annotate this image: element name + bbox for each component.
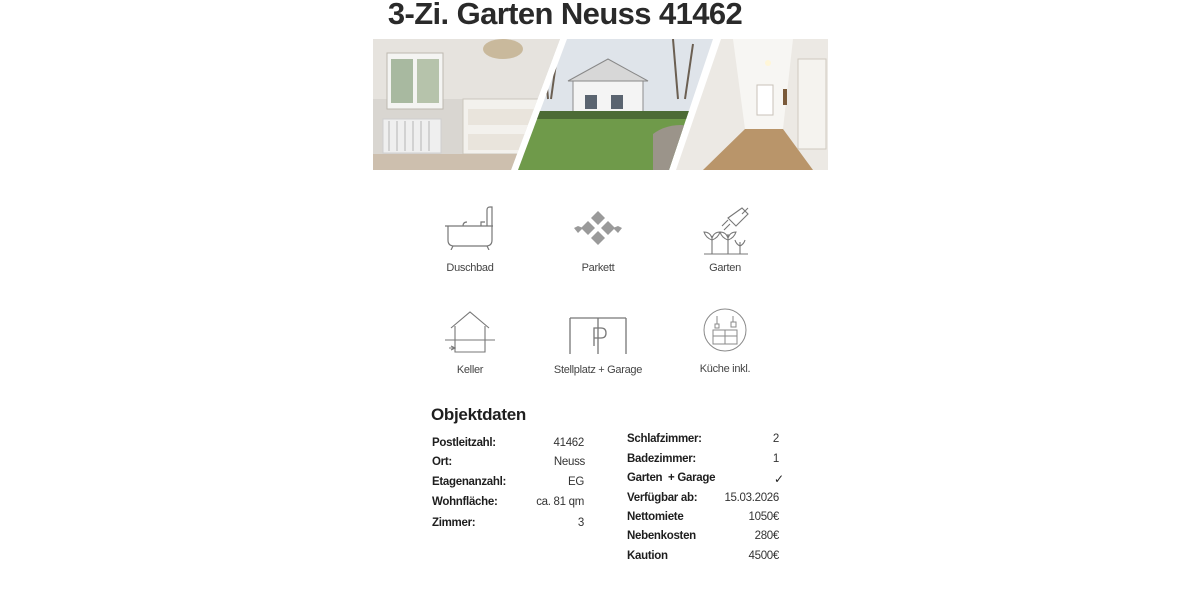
detail-value: ca. 81 qm	[536, 496, 584, 508]
detail-row-schlafzimmer	[627, 433, 779, 449]
feature-parkett	[533, 206, 663, 274]
detail-value: 4500€	[748, 550, 779, 562]
detail-row-garten-garage	[627, 472, 784, 488]
detail-row-kaution	[627, 550, 779, 566]
feature-label: Duschbad	[446, 262, 494, 274]
detail-value: 2	[772, 433, 779, 445]
feature-garten	[660, 206, 790, 274]
cellar-icon	[443, 308, 497, 356]
features-grid	[405, 200, 789, 390]
detail-row-nebenkosten	[627, 530, 779, 546]
photo-strip	[373, 39, 828, 170]
detail-row-postleitzahl	[432, 437, 584, 453]
bathtub-icon	[443, 206, 497, 250]
garden-icon	[698, 206, 752, 256]
detail-value: EG	[567, 476, 584, 488]
detail-value: 3	[577, 517, 584, 529]
parquet-icon	[571, 206, 625, 250]
detail-row-ort	[432, 456, 584, 472]
feature-label: Keller	[456, 364, 484, 376]
detail-row-badezimmer	[627, 453, 779, 469]
detail-key: Etagenanzahl:	[432, 476, 507, 488]
detail-key: Schlafzimmer:	[627, 433, 702, 445]
detail-key: Postleitzahl:	[432, 437, 496, 449]
detail-key: Kaution	[627, 550, 668, 562]
section-title-objektdaten: Objektdaten	[431, 405, 526, 424]
feature-keller	[405, 308, 535, 376]
detail-key: Nettomiete	[627, 511, 684, 523]
checkmark-icon: ✓	[773, 472, 784, 486]
detail-value: 280€	[754, 530, 779, 542]
feature-label: Garten	[709, 262, 741, 274]
detail-row-verfuegbar	[627, 492, 779, 508]
feature-kueche	[660, 306, 790, 375]
page-title: 3-Zi. Garten Neuss 41462	[387, 0, 743, 31]
detail-row-wohnflaeche	[432, 496, 584, 512]
detail-value: 15.03.2026	[724, 492, 779, 504]
detail-value: 1	[772, 453, 779, 465]
detail-row-nettomiete	[627, 511, 779, 527]
detail-key: Nebenkosten	[627, 530, 696, 542]
detail-key: Garten + Garage	[627, 472, 716, 484]
detail-key: Zimmer:	[432, 517, 476, 529]
feature-stellplatz	[533, 308, 663, 376]
detail-row-etagenanzahl	[432, 476, 584, 492]
detail-value: 1050€	[748, 511, 779, 523]
feature-duschbad	[405, 206, 535, 274]
detail-key: Wohnfläche:	[432, 496, 498, 508]
parking-icon	[567, 308, 629, 356]
feature-label: Parkett	[581, 262, 615, 274]
feature-label: Küche inkl.	[699, 363, 751, 375]
detail-key: Badezimmer:	[627, 453, 696, 465]
detail-key: Ort:	[432, 456, 452, 468]
kitchen-icon	[701, 306, 749, 354]
detail-row-zimmer	[432, 517, 584, 533]
detail-key: Verfügbar ab:	[627, 492, 698, 504]
detail-value: 41462	[553, 437, 584, 449]
feature-label: Stellplatz + Garage	[553, 364, 643, 376]
detail-value: Neuss	[553, 456, 585, 468]
